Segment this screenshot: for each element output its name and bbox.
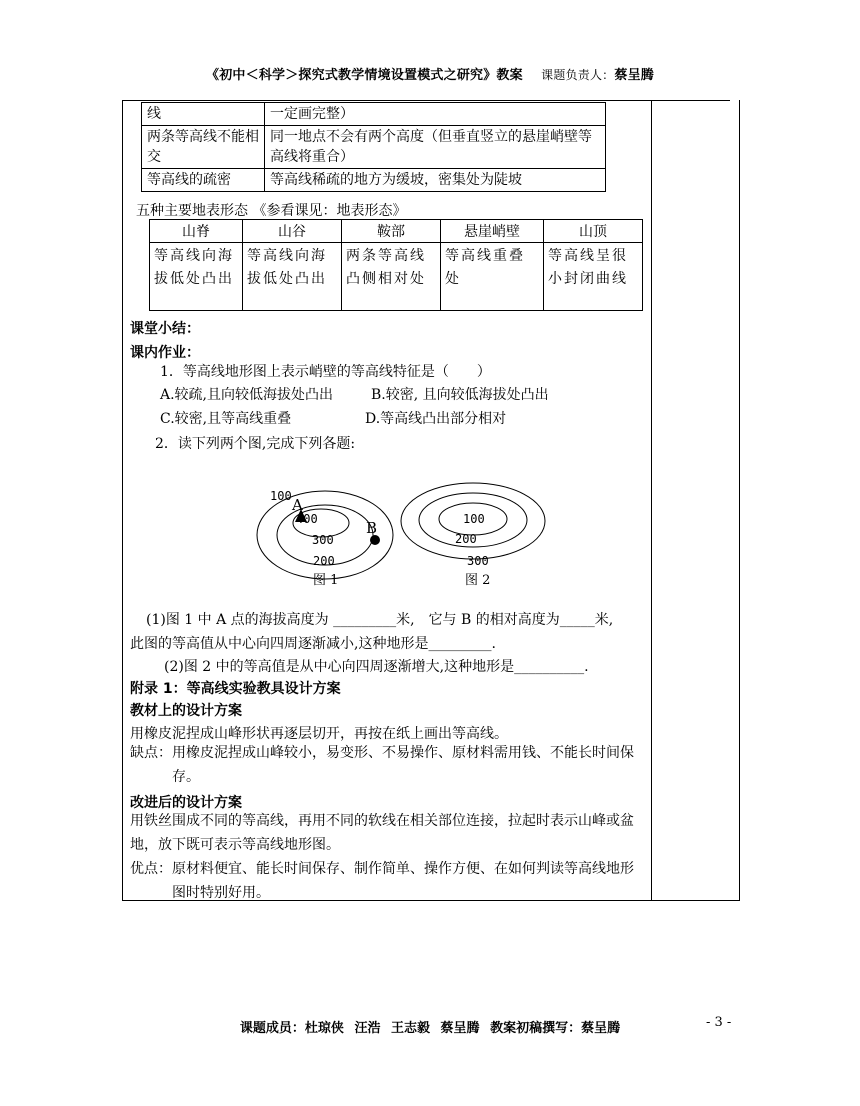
figure-1-caption: 图 1 xyxy=(313,573,339,588)
drawback-text: 用橡皮泥捏成山峰较小，易变形、不易操作、原材料需用钱、不能长时间保存。 xyxy=(172,745,634,785)
contour-value: 100 xyxy=(270,489,292,503)
responsible-name: 蔡呈腾 xyxy=(614,68,654,83)
improved-design-text: 用铁丝围成不同的等高线，再用不同的软线在相关部位连接，拉起时表示山峰或盆地，放下既可表示等高线地形图。 xyxy=(130,813,634,853)
member-name: 汪浩 xyxy=(354,1021,381,1036)
contour-value: 200 xyxy=(455,532,477,546)
table-row xyxy=(142,126,606,169)
textbook-design-heading: 教材上的设计方案 xyxy=(130,703,242,719)
contour-figures xyxy=(255,480,635,595)
landform-cell: 两条等高线凸侧相对处 xyxy=(342,243,441,311)
appendix-heading: 附录 1：等高线实验教具设计方案 xyxy=(130,681,341,697)
advantage-text: 原材料便宜、能长时间保存、制作简单、操作方便、在如何判读等高线地形图时特别好用。 xyxy=(172,861,634,901)
question-2-stem: 2．读下列两个图,完成下列各题: xyxy=(155,436,356,452)
advantage-paragraph xyxy=(130,857,646,905)
page-number: - 3 - xyxy=(706,1015,732,1030)
question-2-part-1-line-2: 此图的等高值从中心向四周逐渐减小,这种地形是_________. xyxy=(130,636,496,652)
column-header: 鞍部 xyxy=(342,220,441,243)
table-row xyxy=(142,103,606,126)
landform-cell: 等高线呈很小封闭曲线 xyxy=(544,243,643,311)
table-row xyxy=(142,169,606,192)
drawback-label: 缺点： xyxy=(130,745,172,761)
homework-heading: 课内作业： xyxy=(130,345,200,361)
advantage-label: 优点： xyxy=(130,861,172,877)
figure-2-caption: 图 2 xyxy=(465,573,491,588)
point-b-label: B xyxy=(366,519,378,537)
landform-cell: 等高线向海拔低处凸出 xyxy=(150,243,243,311)
contour-value: 100 xyxy=(463,512,485,526)
column-header: 山脊 xyxy=(150,220,243,243)
drawback-paragraph xyxy=(130,741,640,789)
figure-2 xyxy=(401,483,545,588)
q1-option-d: D.等高线凸出部分相对 xyxy=(365,411,507,427)
summary-heading: 课堂小结： xyxy=(130,321,200,337)
rule-desc-cell: 同一地点不会有两个高度（但垂直竖立的悬崖峭壁等高线将重合） xyxy=(265,126,606,169)
q1-option-a: A.较疏,且向较低海拔处凸出 xyxy=(160,387,334,403)
landform-cell: 等高线向海拔低处凸出 xyxy=(243,243,342,311)
contour-value: 300 xyxy=(312,533,334,547)
contour-rules-table xyxy=(141,102,606,192)
textbook-design-text: 用橡皮泥捏成山峰形状再逐层切开，再按在纸上画出等高线。 xyxy=(130,726,508,742)
page-header xyxy=(0,64,860,83)
table-row xyxy=(150,243,643,311)
column-header: 山谷 xyxy=(243,220,342,243)
column-header: 悬崖峭壁 xyxy=(441,220,544,243)
contour-value: 200 xyxy=(313,554,335,568)
rule-cell: 两条等高线不能相交 xyxy=(142,126,265,169)
q1-option-b: B.较密, 且向较低海拔处凸出 xyxy=(371,387,549,403)
column-divider xyxy=(651,100,652,900)
members-label: 课题成员：杜琼侠 xyxy=(239,1021,344,1036)
rule-cell: 线 xyxy=(142,103,265,126)
landforms-table xyxy=(149,219,643,311)
landforms-caption: 五种主要地表形态 《参看课见：地表形态》 xyxy=(136,203,407,219)
responsible-person xyxy=(541,68,654,83)
rule-desc-cell: 一定画完整） xyxy=(265,103,606,126)
column-header: 山顶 xyxy=(544,220,643,243)
member-name: 王志毅 xyxy=(390,1021,430,1036)
contour-value: 400 xyxy=(296,512,318,526)
improved-design-heading: 改进后的设计方案 xyxy=(130,795,242,811)
responsible-label: 课题负责人： xyxy=(541,68,615,82)
question-1-stem: 1．等高线地形图上表示峭壁的等高线特征是（ ） xyxy=(160,364,491,380)
rule-desc-cell: 等高线稀疏的地方为缓坡，密集处为陡坡 xyxy=(265,169,606,192)
landform-cell: 等高线重叠处 xyxy=(441,243,544,311)
figure-1 xyxy=(257,489,393,588)
rule-cell: 等高线的疏密 xyxy=(142,169,265,192)
table-header-row xyxy=(150,220,643,243)
question-2-part-1-line-1: (1)图 1 中 A 点的海拔高度为 _________米, 它与 B 的相对高度为_____米, xyxy=(146,612,614,628)
contour-value: 300 xyxy=(467,554,489,568)
point-a-label: A xyxy=(292,496,303,514)
draft-author: 教案初稿撰写：蔡呈腾 xyxy=(490,1021,621,1036)
member-name: 蔡呈腾 xyxy=(440,1021,480,1036)
q1-option-c: C.较密,且等高线重叠 xyxy=(160,411,292,427)
question-2-part-2: (2)图 2 中的等高值是从中心向四周逐渐增大,这种地形是__________. xyxy=(164,659,589,675)
document-title: 《初中＜科学＞探究式教学情境设置模式之研究》教案 xyxy=(206,68,523,83)
